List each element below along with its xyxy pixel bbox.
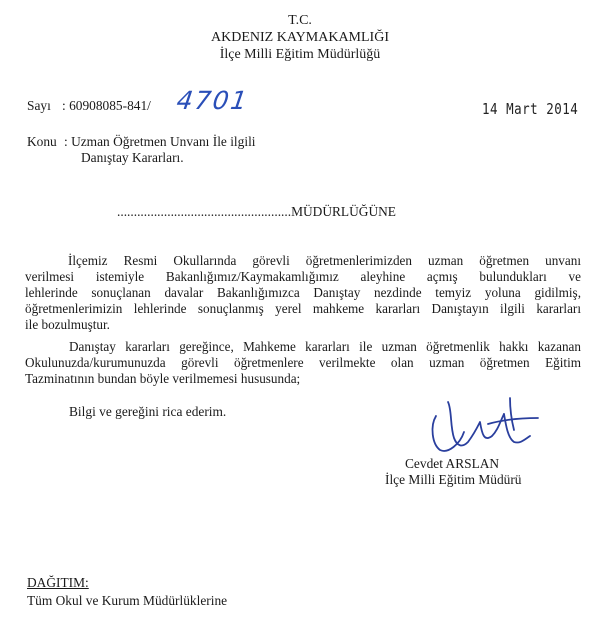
paragraph-line: ile bozulmuştur. [25, 317, 110, 332]
paragraph-line: Tazminatının bundan böyle verilmemesi hususunda; [25, 371, 301, 386]
paragraph-line: Danıştay kararları gereğince, Mahkeme kararları ile uzman öğretmenlik hakkı kazanan [69, 339, 581, 354]
reference-label: Sayı [27, 98, 51, 113]
body-paragraph-1 [25, 253, 581, 333]
header-tc: T.C. [288, 13, 312, 28]
signature-scribble [426, 396, 546, 458]
header-directorate: İlçe Milli Eğitim Müdürlüğü [219, 47, 381, 62]
paragraph-line: verilmesi istemiyle Bakanlığımız/Kaymakamlığımız aleyhine açmış bulundukları ve [25, 269, 581, 284]
body-paragraph-2 [25, 339, 581, 387]
subject-line-1: : Uzman Öğretmen Unvanı İle ilgili [64, 134, 256, 149]
paragraph-line: Okulunuzda/kurumunuzda görevli öğretmenlere verilmekte olan uzman öğretmen Eğitim [25, 355, 581, 370]
subject-line-2: Danıştay Kararları. [81, 150, 184, 165]
paragraph-line: İlçemiz Resmi Okullarında görevli öğretmenlerimizden uzman öğretmen unvanı [68, 253, 581, 268]
header-institution: AKDENIZ KAYMAKAMLIĞI [211, 30, 389, 45]
handwritten-number: 4701 [174, 86, 251, 115]
signatory-title: İlçe Milli Eğitim Müdürü [385, 472, 522, 487]
reference-number: : 60908085-841/ [62, 98, 151, 113]
date-stamp: 14 Mart 2014 [482, 99, 579, 118]
paragraph-line: lehlerinde sonuçlanan davalar Bakanlığımızca Danıştay nezdinde temyiz yoluna gidilmiş, [25, 285, 581, 300]
paragraph-line: öğretmenlerimizin lehlerinde sonuçlanmış yerel mahkeme kararları Danıştayın ilgili kararları [25, 301, 581, 316]
signatory-name: Cevdet ARSLAN [405, 456, 500, 471]
distribution-recipient: Tüm Okul ve Kurum Müdürlüklerine [27, 593, 228, 608]
distribution-heading: DAĞITIM: [27, 575, 89, 590]
addressee: ....................................................MÜDÜRLÜĞÜNE [117, 204, 396, 219]
subject-label: Konu [27, 134, 57, 149]
closing-sentence: Bilgi ve gereğini rica ederim. [69, 404, 227, 419]
